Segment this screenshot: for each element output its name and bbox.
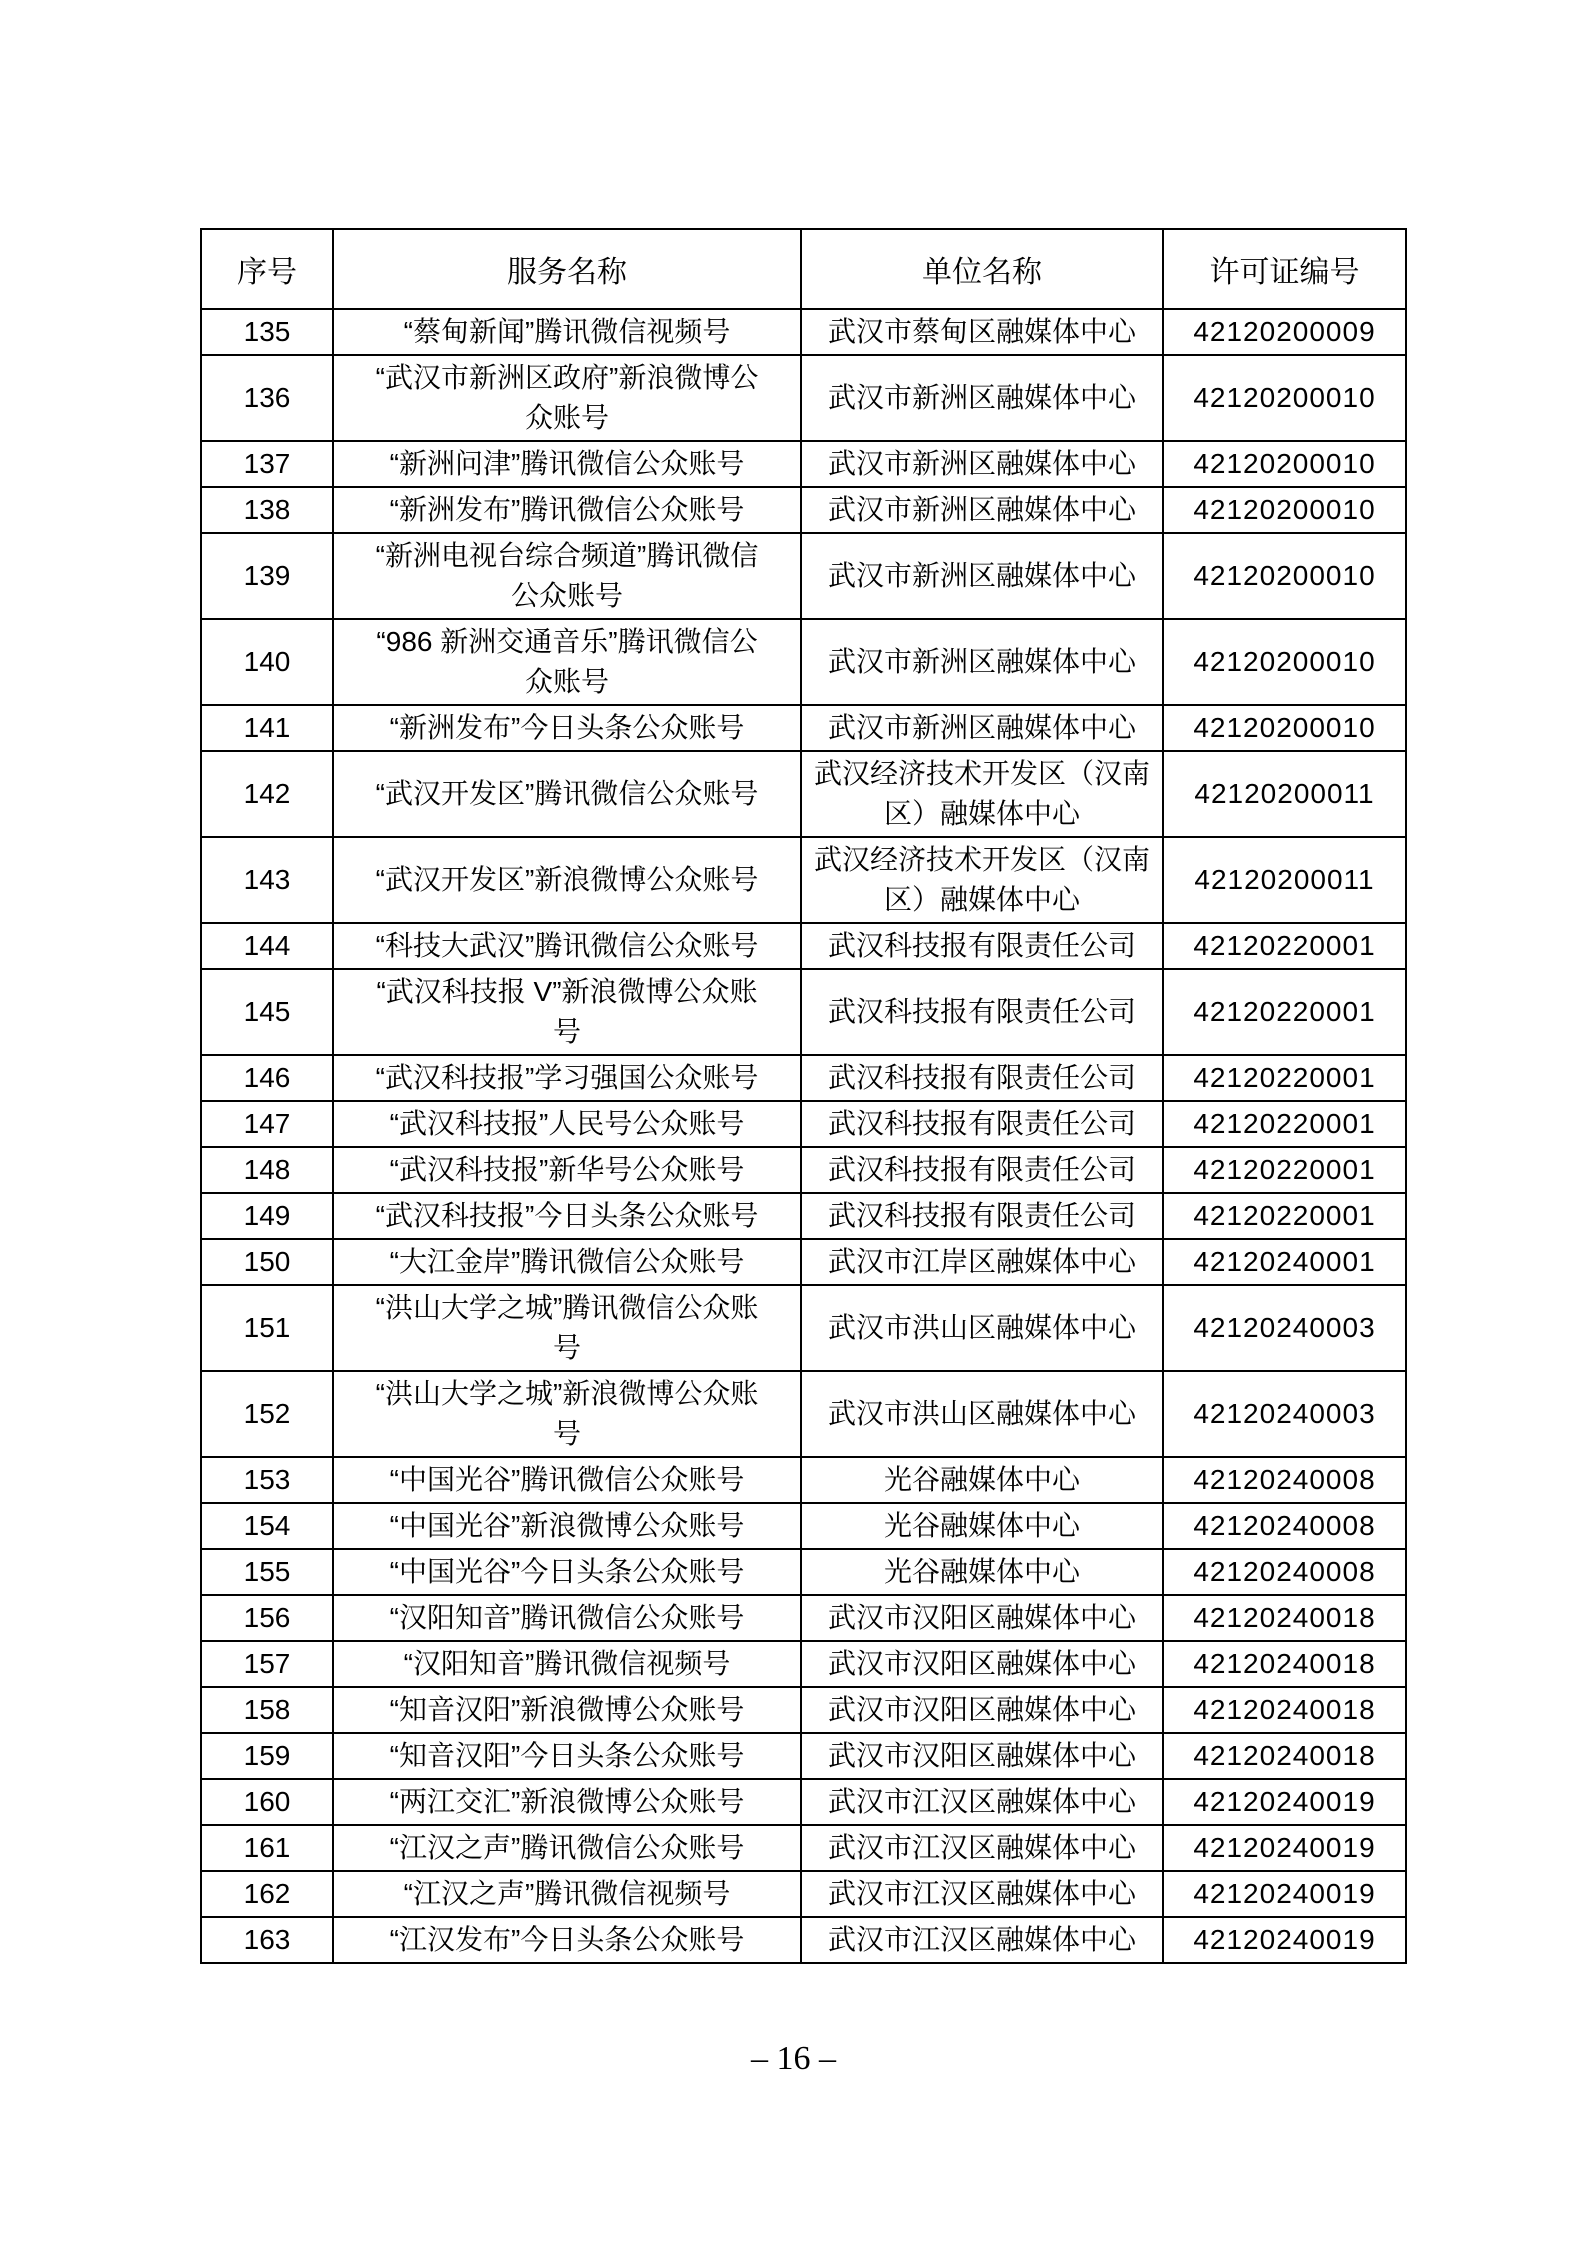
license-number-cell: 42120200009 xyxy=(1163,309,1406,355)
license-number-cell: 42120240003 xyxy=(1163,1285,1406,1371)
column-header-license: 许可证编号 xyxy=(1163,229,1406,309)
license-number-cell: 42120200010 xyxy=(1163,533,1406,619)
row-number-cell: 145 xyxy=(201,969,333,1055)
license-number-cell: 42120240003 xyxy=(1163,1371,1406,1457)
license-number-cell: 42120240019 xyxy=(1163,1779,1406,1825)
license-number-cell: 42120240008 xyxy=(1163,1503,1406,1549)
row-number-cell: 150 xyxy=(201,1239,333,1285)
service-name-cell: “知音汉阳”新浪微博公众账号 xyxy=(333,1687,801,1733)
unit-name-cell: 武汉市新洲区融媒体中心 xyxy=(801,619,1163,705)
service-name-cell: “江汉之声”腾讯微信公众账号 xyxy=(333,1825,801,1871)
license-number-cell: 42120220001 xyxy=(1163,923,1406,969)
service-name-cell: “新洲发布”腾讯微信公众账号 xyxy=(333,487,801,533)
unit-name-cell: 武汉市汉阳区融媒体中心 xyxy=(801,1733,1163,1779)
service-name-cell: “知音汉阳”今日头条公众账号 xyxy=(333,1733,801,1779)
license-number-cell: 42120200010 xyxy=(1163,487,1406,533)
unit-name-cell: 武汉科技报有限责任公司 xyxy=(801,923,1163,969)
table-row xyxy=(201,837,1406,923)
service-name-cell: “汉阳知音”腾讯微信视频号 xyxy=(333,1641,801,1687)
row-number-cell: 144 xyxy=(201,923,333,969)
table-row xyxy=(201,355,1406,441)
license-number-cell: 42120200010 xyxy=(1163,705,1406,751)
license-number-cell: 42120220001 xyxy=(1163,1193,1406,1239)
table-row xyxy=(201,1733,1406,1779)
unit-name-cell: 武汉市江岸区融媒体中心 xyxy=(801,1239,1163,1285)
license-number-cell: 42120220001 xyxy=(1163,1147,1406,1193)
table-row xyxy=(201,1641,1406,1687)
row-number-cell: 152 xyxy=(201,1371,333,1457)
table-row xyxy=(201,487,1406,533)
row-number-cell: 157 xyxy=(201,1641,333,1687)
service-name-cell: “武汉科技报”今日头条公众账号 xyxy=(333,1193,801,1239)
row-number-cell: 155 xyxy=(201,1549,333,1595)
service-name-cell: “武汉市新洲区政府”新浪微博公众账号 xyxy=(333,355,801,441)
service-name-cell: “洪山大学之城”新浪微博公众账号 xyxy=(333,1371,801,1457)
row-number-cell: 149 xyxy=(201,1193,333,1239)
unit-name-cell: 武汉市江汉区融媒体中心 xyxy=(801,1779,1163,1825)
table-row xyxy=(201,1687,1406,1733)
license-number-cell: 42120200010 xyxy=(1163,441,1406,487)
row-number-cell: 138 xyxy=(201,487,333,533)
license-number-cell: 42120240018 xyxy=(1163,1733,1406,1779)
table-header xyxy=(201,229,1406,309)
row-number-cell: 140 xyxy=(201,619,333,705)
license-number-cell: 42120240018 xyxy=(1163,1595,1406,1641)
row-number-cell: 154 xyxy=(201,1503,333,1549)
unit-name-cell: 武汉市洪山区融媒体中心 xyxy=(801,1371,1163,1457)
service-name-cell: “新洲电视台综合频道”腾讯微信公众账号 xyxy=(333,533,801,619)
license-number-cell: 42120240018 xyxy=(1163,1687,1406,1733)
column-header-service: 服务名称 xyxy=(333,229,801,309)
license-number-cell: 42120240001 xyxy=(1163,1239,1406,1285)
row-number-cell: 136 xyxy=(201,355,333,441)
license-number-cell: 42120240019 xyxy=(1163,1917,1406,1963)
row-number-cell: 141 xyxy=(201,705,333,751)
table-row xyxy=(201,1595,1406,1641)
license-number-cell: 42120200010 xyxy=(1163,619,1406,705)
row-number-cell: 146 xyxy=(201,1055,333,1101)
service-name-cell: “武汉科技报”新华号公众账号 xyxy=(333,1147,801,1193)
unit-name-cell: 武汉市江汉区融媒体中心 xyxy=(801,1871,1163,1917)
unit-name-cell: 武汉科技报有限责任公司 xyxy=(801,1101,1163,1147)
service-name-cell: “新洲问津”腾讯微信公众账号 xyxy=(333,441,801,487)
table-row xyxy=(201,1825,1406,1871)
unit-name-cell: 武汉市汉阳区融媒体中心 xyxy=(801,1641,1163,1687)
column-header-unit: 单位名称 xyxy=(801,229,1163,309)
table-row xyxy=(201,751,1406,837)
unit-name-cell: 武汉市蔡甸区融媒体中心 xyxy=(801,309,1163,355)
service-name-cell: “大江金岸”腾讯微信公众账号 xyxy=(333,1239,801,1285)
table-row xyxy=(201,1779,1406,1825)
table-row xyxy=(201,441,1406,487)
row-number-cell: 135 xyxy=(201,309,333,355)
unit-name-cell: 武汉市江汉区融媒体中心 xyxy=(801,1825,1163,1871)
unit-name-cell: 武汉市江汉区融媒体中心 xyxy=(801,1917,1163,1963)
table-row xyxy=(201,1101,1406,1147)
service-name-cell: “武汉开发区”腾讯微信公众账号 xyxy=(333,751,801,837)
table-row xyxy=(201,533,1406,619)
row-number-cell: 156 xyxy=(201,1595,333,1641)
row-number-cell: 159 xyxy=(201,1733,333,1779)
unit-name-cell: 光谷融媒体中心 xyxy=(801,1549,1163,1595)
table-row xyxy=(201,1285,1406,1371)
license-number-cell: 42120240008 xyxy=(1163,1457,1406,1503)
service-name-cell: “武汉科技报”人民号公众账号 xyxy=(333,1101,801,1147)
unit-name-cell: 武汉市洪山区融媒体中心 xyxy=(801,1285,1163,1371)
row-number-cell: 161 xyxy=(201,1825,333,1871)
service-name-cell: “中国光谷”今日头条公众账号 xyxy=(333,1549,801,1595)
row-number-cell: 153 xyxy=(201,1457,333,1503)
service-name-cell: “汉阳知音”腾讯微信公众账号 xyxy=(333,1595,801,1641)
unit-name-cell: 光谷融媒体中心 xyxy=(801,1503,1163,1549)
table-row xyxy=(201,1193,1406,1239)
license-number-cell: 42120200011 xyxy=(1163,837,1406,923)
unit-name-cell: 武汉经济技术开发区（汉南区）融媒体中心 xyxy=(801,751,1163,837)
row-number-cell: 163 xyxy=(201,1917,333,1963)
unit-name-cell: 武汉市新洲区融媒体中心 xyxy=(801,355,1163,441)
row-number-cell: 142 xyxy=(201,751,333,837)
license-table xyxy=(200,228,1407,1964)
row-number-cell: 139 xyxy=(201,533,333,619)
unit-name-cell: 武汉市新洲区融媒体中心 xyxy=(801,705,1163,751)
license-number-cell: 42120240019 xyxy=(1163,1825,1406,1871)
unit-name-cell: 武汉科技报有限责任公司 xyxy=(801,969,1163,1055)
service-name-cell: “武汉科技报”学习强国公众账号 xyxy=(333,1055,801,1101)
row-number-cell: 162 xyxy=(201,1871,333,1917)
row-number-cell: 158 xyxy=(201,1687,333,1733)
row-number-cell: 147 xyxy=(201,1101,333,1147)
unit-name-cell: 武汉科技报有限责任公司 xyxy=(801,1147,1163,1193)
column-header-no: 序号 xyxy=(201,229,333,309)
service-name-cell: “中国光谷”腾讯微信公众账号 xyxy=(333,1457,801,1503)
service-name-cell: “武汉开发区”新浪微博公众账号 xyxy=(333,837,801,923)
service-name-cell: “洪山大学之城”腾讯微信公众账号 xyxy=(333,1285,801,1371)
table-row xyxy=(201,1239,1406,1285)
service-name-cell: “蔡甸新闻”腾讯微信视频号 xyxy=(333,309,801,355)
service-name-cell: “科技大武汉”腾讯微信公众账号 xyxy=(333,923,801,969)
license-number-cell: 42120220001 xyxy=(1163,1101,1406,1147)
license-number-cell: 42120240019 xyxy=(1163,1871,1406,1917)
table-row xyxy=(201,309,1406,355)
page-number: – 16 – xyxy=(751,2040,836,2077)
table-row xyxy=(201,923,1406,969)
table-row xyxy=(201,969,1406,1055)
table-body xyxy=(201,309,1406,1963)
row-number-cell: 148 xyxy=(201,1147,333,1193)
unit-name-cell: 武汉市汉阳区融媒体中心 xyxy=(801,1687,1163,1733)
table-row xyxy=(201,1549,1406,1595)
service-name-cell: “两江交汇”新浪微博公众账号 xyxy=(333,1779,801,1825)
table-row xyxy=(201,619,1406,705)
table-row xyxy=(201,1147,1406,1193)
row-number-cell: 160 xyxy=(201,1779,333,1825)
unit-name-cell: 武汉市新洲区融媒体中心 xyxy=(801,441,1163,487)
service-name-cell: “武汉科技报 V”新浪微博公众账号 xyxy=(333,969,801,1055)
service-name-cell: “江汉发布”今日头条公众账号 xyxy=(333,1917,801,1963)
table-row xyxy=(201,1371,1406,1457)
license-number-cell: 42120220001 xyxy=(1163,1055,1406,1101)
service-name-cell: “中国光谷”新浪微博公众账号 xyxy=(333,1503,801,1549)
unit-name-cell: 武汉市汉阳区融媒体中心 xyxy=(801,1595,1163,1641)
unit-name-cell: 武汉市新洲区融媒体中心 xyxy=(801,487,1163,533)
table-row xyxy=(201,1503,1406,1549)
license-number-cell: 42120240018 xyxy=(1163,1641,1406,1687)
table-row xyxy=(201,1871,1406,1917)
table-row xyxy=(201,1055,1406,1101)
unit-name-cell: 武汉市新洲区融媒体中心 xyxy=(801,533,1163,619)
header-row xyxy=(201,229,1406,309)
unit-name-cell: 武汉经济技术开发区（汉南区）融媒体中心 xyxy=(801,837,1163,923)
unit-name-cell: 武汉科技报有限责任公司 xyxy=(801,1055,1163,1101)
service-name-cell: “986 新洲交通音乐”腾讯微信公众账号 xyxy=(333,619,801,705)
license-number-cell: 42120200011 xyxy=(1163,751,1406,837)
license-number-cell: 42120220001 xyxy=(1163,969,1406,1055)
row-number-cell: 137 xyxy=(201,441,333,487)
unit-name-cell: 光谷融媒体中心 xyxy=(801,1457,1163,1503)
service-name-cell: “江汉之声”腾讯微信视频号 xyxy=(333,1871,801,1917)
row-number-cell: 151 xyxy=(201,1285,333,1371)
license-number-cell: 42120240008 xyxy=(1163,1549,1406,1595)
table-row xyxy=(201,705,1406,751)
license-number-cell: 42120200010 xyxy=(1163,355,1406,441)
table-row xyxy=(201,1457,1406,1503)
table-row xyxy=(201,1917,1406,1963)
unit-name-cell: 武汉科技报有限责任公司 xyxy=(801,1193,1163,1239)
service-name-cell: “新洲发布”今日头条公众账号 xyxy=(333,705,801,751)
row-number-cell: 143 xyxy=(201,837,333,923)
